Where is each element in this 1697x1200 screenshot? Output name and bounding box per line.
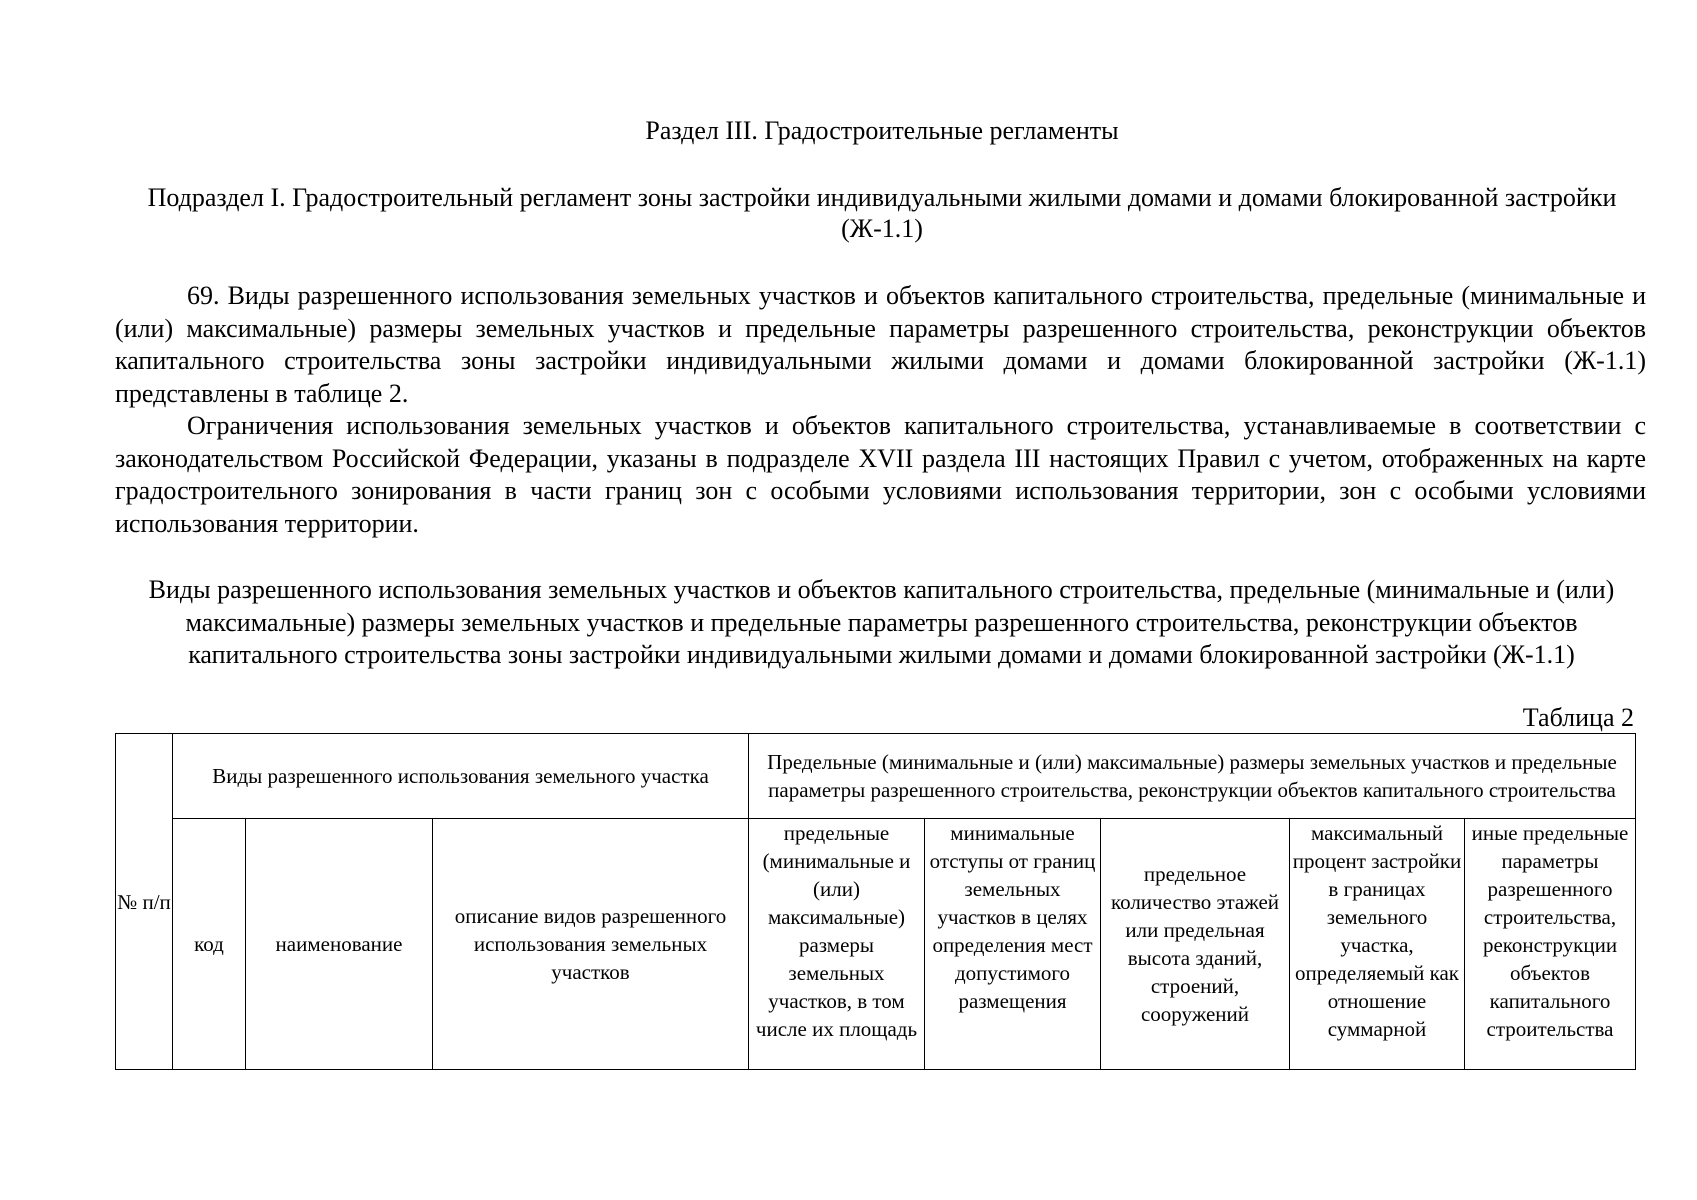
header-code: код — [173, 819, 246, 1070]
paragraph: Ограничения использования земельных участков и объектов капитального строительства, устанавливаемые в соответствии с законодательством Российской Федерации, указаны в подразделе XVII раздела III настоящих Правил с учетом, отображенных на карте градостроительного зонирования в части границ зон с особыми условиями использования территории, зон с особыми условиями использования территории. — [115, 411, 1646, 538]
header-group-limits: Предельные (минимальные и (или) максимальные) размеры земельных участков и предельные параметры разрешенного строительства, реконструкции объектов капитального строительства — [749, 734, 1636, 819]
header-number: № п/п — [116, 734, 173, 1070]
header-group-use: Виды разрешенного использования земельного участка — [173, 734, 749, 819]
table-header-row — [116, 819, 1636, 1070]
body-text — [115, 280, 1646, 540]
header-description: описание видов разрешенного использования земельных участков — [433, 819, 749, 1070]
header-other-params: иные предельные параметры разрешенного строительства, реконструкции объектов капитального строительства — [1465, 819, 1636, 1070]
paragraph: 69. Виды разрешенного использования земельных участков и объектов капитального строительства, предельные (минимальные и (или) максимальные) размеры земельных участков и предельные параметры разрешенного строительства, реконструкции объектов капитального строительства зоны застройки индивидуальными жилыми домами и домами блокированной застройки (Ж-1.1) представлены в таблице 2. — [115, 281, 1646, 408]
table-label: Таблица 2 — [1522, 703, 1634, 732]
regulations-table — [115, 733, 1636, 1070]
header-floors: предельное количество этажей или предельная высота зданий, строений, сооружений — [1101, 819, 1290, 1070]
table-header-row — [116, 734, 1636, 819]
header-name: наименование — [246, 819, 433, 1070]
section-title: Раздел III. Градостроительные регламенты — [645, 116, 1119, 145]
table-caption: Виды разрешенного использования земельных участков и объектов капитального строительства, предельные (минимальные и (или) максимальные) размеры земельных участков и предельные параметры разрешенного строительства, реконструкции объектов капитального строительства зоны застройки индивидуальными жилыми домами и домами блокированной застройки (Ж-1.1) — [148, 575, 1615, 669]
header-setback: минимальные отступы от границ земельных участков в целях определения мест допустимого размещения — [925, 819, 1101, 1070]
subsection-title: Подраздел I. Градостроительный регламент зоны застройки индивидуальными жилыми домами и домами блокированной застройки (Ж-1.1) — [147, 183, 1617, 243]
header-coverage: максимальный процент застройки в границах земельного участка, определяемый как отношение суммарной — [1290, 819, 1465, 1070]
header-plot-size: предельные (минимальные и (или) максимальные) размеры земельных участков, в том числе их площадь — [749, 819, 925, 1070]
